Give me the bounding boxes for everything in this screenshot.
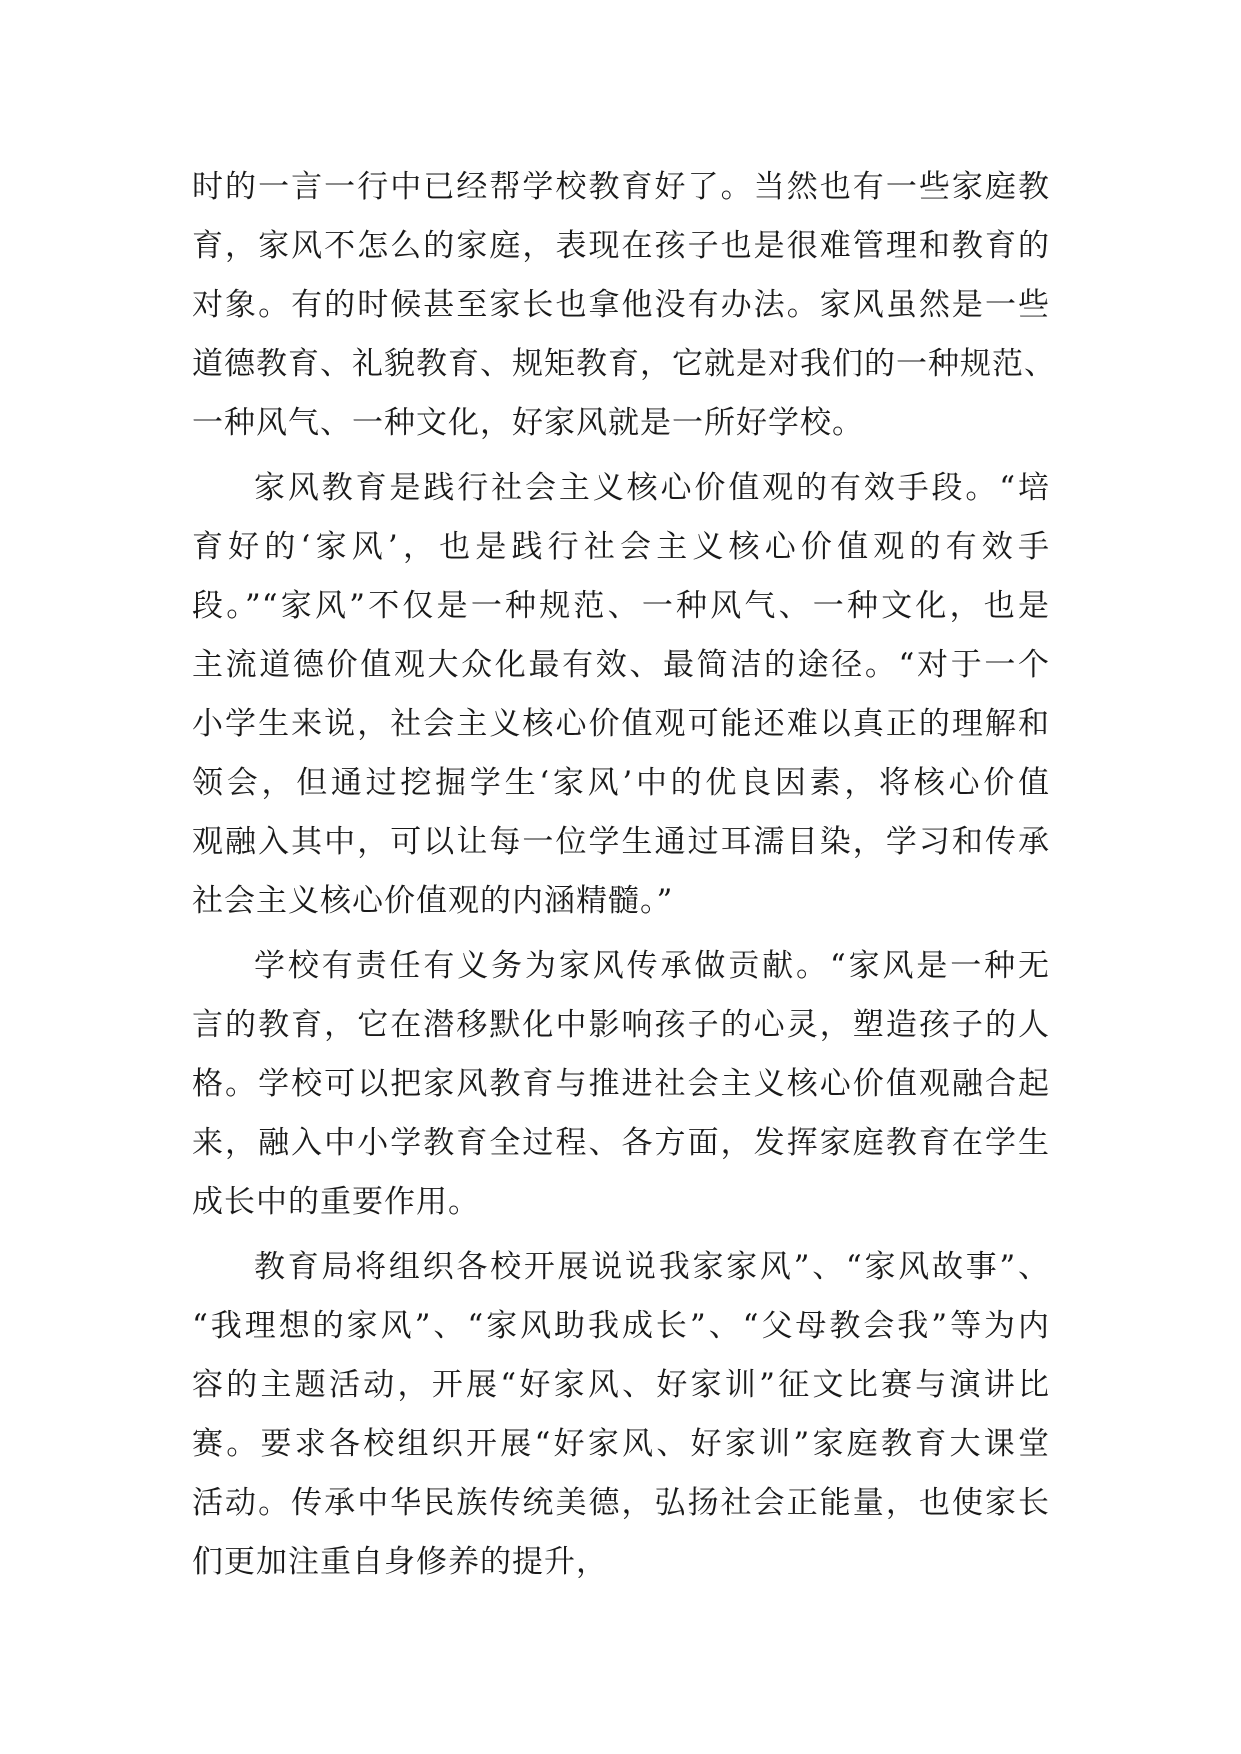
text-line: 对象。有的时候甚至家长也拿他没有办法。家风虽然是一些 — [192, 287, 1050, 323]
text-line: 主流道德价值观大众化最有效、最简洁的途径。“对于一个 — [192, 647, 1050, 683]
text-line: 观融入其中，可以让每一位学生通过耳濡目染，学习和传承 — [192, 824, 1050, 860]
text-line: 言的教育，它在潜移默化中影响孩子的心灵，塑造孩子的人 — [192, 1007, 1050, 1043]
text-line: 容的主题活动，开展“好家风、好家训”征文比赛与演讲比 — [192, 1367, 1050, 1403]
text-line: 段。”“家风”不仅是一种规范、一种风气、一种文化，也是 — [192, 588, 1050, 624]
text-line: 成长中的重要作用。 — [192, 1184, 480, 1220]
text-line: 格。学校可以把家风教育与推进社会主义核心价值观融合起 — [192, 1066, 1050, 1102]
text-line: 来，融入中小学教育全过程、各方面，发挥家庭教育在学生 — [192, 1125, 1050, 1161]
text-line: 时的一言一行中已经帮学校教育好了。当然也有一些家庭教 — [192, 169, 1050, 205]
paragraph-1 — [192, 158, 1056, 453]
text-line: 家风教育是践行社会主义核心价值观的有效手段。“培 — [254, 470, 1050, 506]
text-line: 活动。传承中华民族传统美德，弘扬社会正能量，也使家长 — [192, 1485, 1050, 1521]
text-line: 们更加注重自身修养的提升， — [192, 1544, 608, 1580]
text-line: 社会主义核心价值观的内涵精髓。” — [192, 883, 674, 919]
text-line: 教育局将组织各校开展说说我家家风”、“家风故事”、 — [254, 1249, 1050, 1285]
text-line: 领会，但通过挖掘学生‘家风’中的优良因素，将核心价值 — [192, 765, 1050, 801]
text-line: 道德教育、礼貌教育、规矩教育，它就是对我们的一种规范、 — [192, 346, 1056, 382]
paragraph-2 — [192, 459, 1050, 931]
text-line: 学校有责任有义务为家风传承做贡献。“家风是一种无 — [254, 948, 1050, 984]
text-line: 赛。要求各校组织开展“好家风、好家训”家庭教育大课堂 — [192, 1426, 1050, 1462]
text-line: “我理想的家风”、“家风助我成长”、“父母教会我”等为内 — [192, 1308, 1050, 1344]
text-line: 一种风气、一种文化，好家风就是一所好学校。 — [192, 405, 864, 441]
paragraph-4 — [192, 1238, 1050, 1592]
text-line: 育，家风不怎么的家庭，表现在孩子也是很难管理和教育的 — [192, 228, 1050, 264]
paragraph-3 — [192, 937, 1050, 1232]
document-body — [192, 158, 1056, 1598]
text-line: 育好的‘家风’，也是践行社会主义核心价值观的有效手 — [192, 529, 1050, 565]
text-line: 小学生来说，社会主义核心价值观可能还难以真正的理解和 — [192, 706, 1050, 742]
